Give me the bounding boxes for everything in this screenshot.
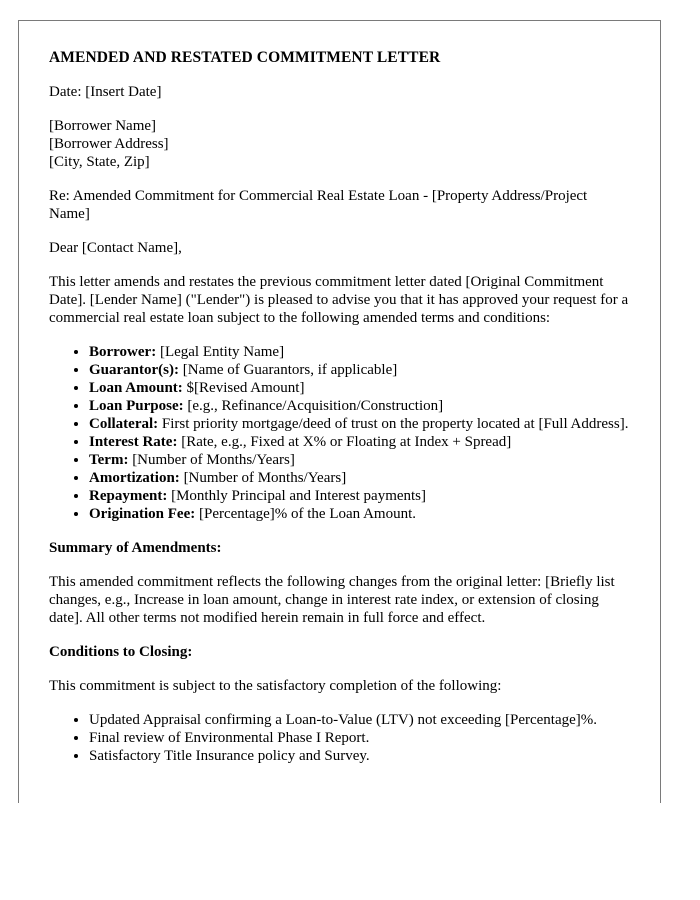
amendments-paragraph: This amended commitment reflects the following changes from the original letter: [Briefly list changes, e.g., Increase in loan amount, change in interest rate index, or extension of closing date]. All other terms not modified herein remain in full force and effect. [49,574,615,626]
term-value: First priority mortgage/deed of trust on the property located at [Full Address]. [161,416,629,432]
term-value: [Number of Months/Years] [183,470,347,486]
term-label: Term: [89,452,129,468]
date-line: Date: [Insert Date] [49,84,162,100]
intro-paragraph: This letter amends and restates the previous commitment letter dated [Original Commitment Date]. [Lender Name] ("Lender") is pleased to advise you that it has approved your request for a commercial real estate loan subject to the following amended terms and conditions: [49,274,629,326]
term-item-origination-fee [89,505,630,523]
term-item-term [89,451,630,469]
term-label: Borrower: [89,344,157,360]
term-label: Amortization: [89,470,180,486]
term-label: Origination Fee: [89,506,196,522]
borrower-address: [Borrower Address] [49,136,169,152]
letter-title: AMENDED AND RESTATED COMMITMENT LETTER [49,49,441,66]
term-item-repayment [89,487,630,505]
term-item-interest-rate [89,433,630,451]
commitment-letter [18,20,661,803]
borrower-city-state-zip: [City, State, Zip] [49,154,150,170]
term-value: [Rate, e.g., Fixed at X% or Floating at Index + Spread] [181,434,512,450]
condition-item: • Updated Appraisal confirming a Loan-to-Value (LTV) not exceeding [Percentage]%. [89,711,630,729]
term-item-borrower [89,343,630,361]
amendments-heading: Summary of Amendments: [49,540,222,556]
term-value: [e.g., Refinance/Acquisition/Construction] [187,398,444,414]
term-label: Loan Purpose: [89,398,184,414]
term-value: [Number of Months/Years] [132,452,295,468]
term-item-amortization [89,469,630,487]
borrower-name: [Borrower Name] [49,118,157,134]
term-value: [Name of Guarantors, if applicable] [182,362,398,378]
conditions-intro: This commitment is subject to the satisfactory completion of the following: [49,678,502,694]
term-label: Repayment: [89,488,168,504]
term-value: [Legal Entity Name] [159,344,285,360]
re-line: Re: Amended Commitment for Commercial Real Estate Loan - [Property Address/Project Name] [49,188,588,222]
term-label: Loan Amount: [89,380,183,396]
term-value: [Monthly Principal and Interest payments] [171,488,427,504]
term-label: Collateral: [89,416,159,432]
conditions-list [49,711,630,765]
conditions-heading: Conditions to Closing: [49,644,193,660]
condition-item: • Satisfactory Title Insurance policy and Survey. [89,747,630,765]
term-item-guarantors [89,361,630,379]
term-label: Interest Rate: [89,434,178,450]
salutation: Dear [Contact Name], [49,240,182,256]
term-item-loan-purpose [89,397,630,415]
condition-item: • Final review of Environmental Phase I Report. [89,729,630,747]
loan-terms-list [49,343,630,523]
term-item-collateral [89,415,630,433]
borrower-address-block [49,117,630,171]
term-value: [Percentage]% of the Loan Amount. [198,506,416,522]
term-item-loan-amount [89,379,630,397]
term-value: $[Revised Amount] [186,380,305,396]
term-label: Guarantor(s): [89,362,179,378]
